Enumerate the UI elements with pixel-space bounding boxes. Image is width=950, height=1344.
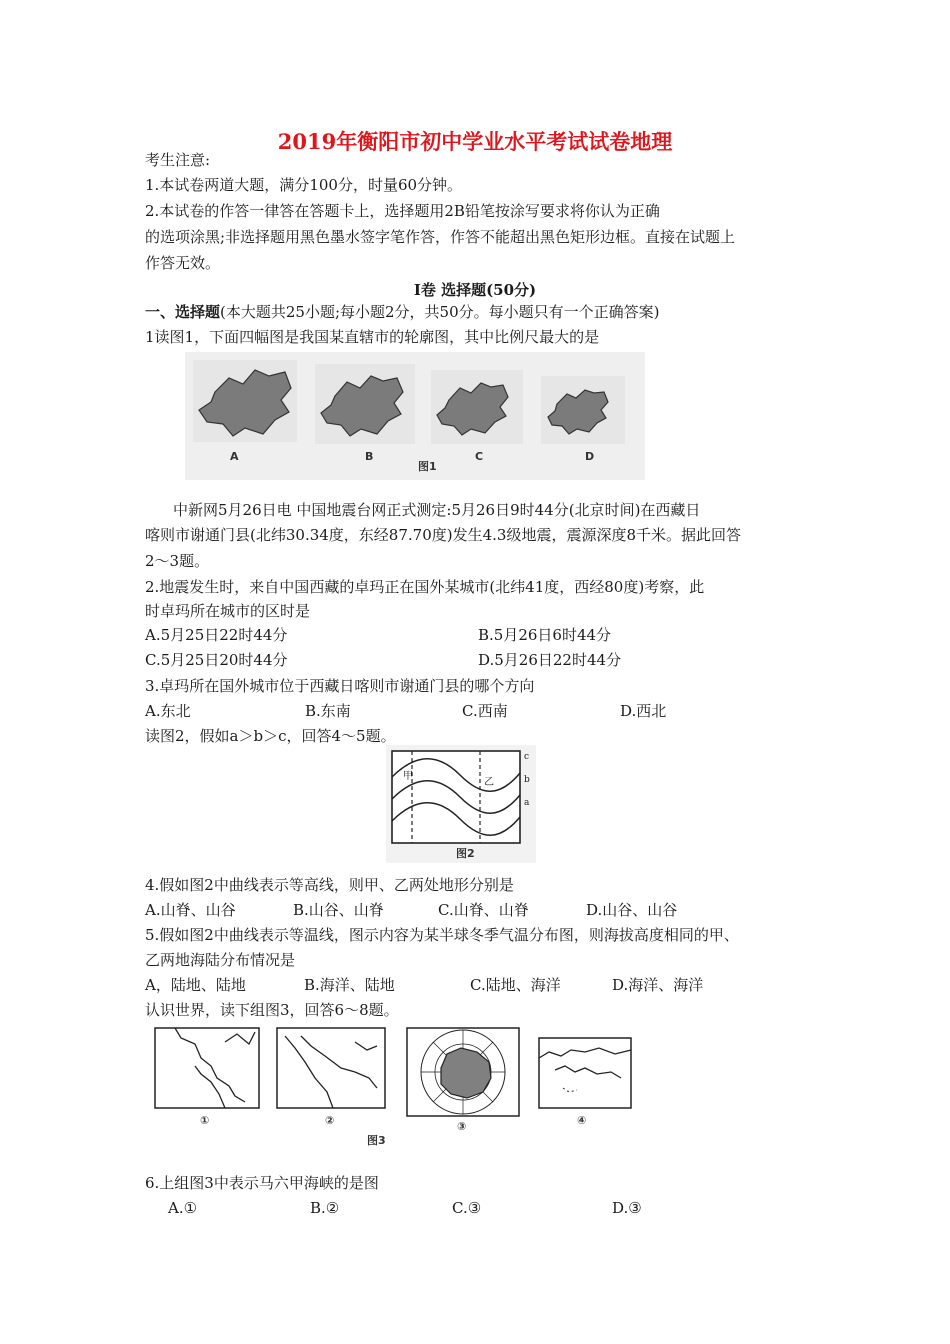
figure-3-label-2: ② bbox=[325, 1114, 335, 1127]
question-3-option-a: A.东北 bbox=[145, 702, 191, 720]
question-6-option-c: C.③ bbox=[452, 1199, 482, 1217]
figure-2 bbox=[386, 745, 536, 863]
figure-1-map-a bbox=[193, 360, 297, 442]
question-5-stem: 乙两地海陆分布情况是 bbox=[145, 951, 296, 969]
question-6-option-a: A.① bbox=[168, 1199, 198, 1217]
question-5-option-a: A，陆地、陆地 bbox=[145, 976, 246, 994]
figure-3-caption: 图3 bbox=[367, 1134, 386, 1147]
part-one-desc: (本大题共25小题;每小题2分，共50分。每小题只有一个正确答案) bbox=[220, 303, 660, 321]
figure-3-map-3 bbox=[407, 1028, 519, 1116]
question-5-option-b: B.海洋、陆地 bbox=[304, 976, 395, 994]
figure-2-label-jia: 甲 bbox=[403, 771, 413, 782]
news-paragraph-line: 喀则市谢通门县(北纬30.34度，东经87.70度)发生4.3级地震，震源深度8千米。据此回答 bbox=[145, 526, 741, 544]
figure-3-label-1: ① bbox=[200, 1114, 210, 1127]
news-paragraph-line: 2～3题。 bbox=[145, 552, 210, 570]
figure-1-map-d bbox=[541, 376, 625, 444]
notice-item: 1.本试卷两道大题，满分100分，时量60分钟。 bbox=[145, 176, 463, 194]
figure-1 bbox=[185, 352, 645, 480]
figure-3-map-4 bbox=[539, 1038, 631, 1108]
figure-3-intro: 认识世界，读下组图3，回答6～8题。 bbox=[145, 1001, 399, 1019]
question-3-option-b: B.东南 bbox=[305, 702, 351, 720]
news-paragraph-line: 中新网5月26日电 中国地震台网正式测定:5月26日9时44分(北京时间)在西藏日 bbox=[173, 501, 701, 519]
figure-2-curve-label: a bbox=[524, 798, 530, 808]
question-5-stem: 5.假如图2中曲线表示等温线，图示内容为某半球冬季气温分布图，则海拔高度相同的甲、 bbox=[145, 926, 739, 944]
notice-heading: 考生注意: bbox=[145, 151, 211, 169]
question-2-stem: 2.地震发生时，来自中国西藏的卓玛正在国外某城市(北纬41度，西经80度)考察，此 bbox=[145, 578, 705, 596]
question-3-stem: 3.卓玛所在国外城市位于西藏日喀则市谢通门县的哪个方向 bbox=[145, 677, 535, 695]
figure-1-map-b bbox=[315, 364, 415, 444]
notice-item: 2.本试卷的作答一律答在答题卡上，选择题用2B铅笔按涂写要求将你认为正确 bbox=[145, 202, 660, 220]
figure-3-label-3: ③ bbox=[457, 1120, 467, 1133]
question-2-option-d: D.5月26日22时44分 bbox=[478, 651, 622, 669]
figure-2-curve-label: c bbox=[524, 752, 530, 762]
question-4-option-d: D.山谷、山谷 bbox=[586, 901, 678, 919]
figure-2-caption: 图2 bbox=[456, 847, 475, 860]
part-one-heading bbox=[145, 302, 660, 322]
figure-3-map-2 bbox=[277, 1028, 385, 1108]
question-3-option-c: C.西南 bbox=[462, 702, 508, 720]
figure-2-curve-label: b bbox=[524, 775, 530, 785]
question-5-option-c: C.陆地、海洋 bbox=[470, 976, 561, 994]
question-4-option-a: A.山脊、山谷 bbox=[145, 901, 236, 919]
figure-3 bbox=[145, 1022, 635, 1150]
question-1-stem: 1读图1，下面四幅图是我国某直辖市的轮廓图，其中比例尺最大的是 bbox=[145, 328, 600, 346]
figure-1-label-c: C bbox=[475, 450, 484, 463]
question-3-option-d: D.西北 bbox=[620, 702, 667, 720]
question-4-option-c: C.山脊、山脊 bbox=[438, 901, 529, 919]
question-2-option-b: B.5月26日6时44分 bbox=[478, 626, 612, 644]
page-title: 2019年衡阳市初中学业水平考试试卷地理 bbox=[277, 129, 673, 154]
question-2-stem: 时卓玛所在城市的区时是 bbox=[145, 602, 311, 620]
question-2-option-a: A.5月25日22时44分 bbox=[145, 626, 288, 644]
question-6-option-d: D.③ bbox=[612, 1199, 642, 1217]
figure-1-caption: 图1 bbox=[418, 460, 437, 473]
section-title: I卷 选择题(50分) bbox=[413, 281, 537, 299]
question-4-stem: 4.假如图2中曲线表示等高线，则甲、乙两处地形分别是 bbox=[145, 876, 514, 894]
figure-3-map-1 bbox=[155, 1028, 259, 1108]
figure-3-label-4: ④ bbox=[577, 1114, 587, 1127]
question-4-option-b: B.山谷、山脊 bbox=[293, 901, 384, 919]
question-5-option-d: D.海洋、海洋 bbox=[612, 976, 704, 994]
question-6-stem: 6.上组图3中表示马六甲海峡的是图 bbox=[145, 1174, 379, 1192]
figure-2-label-yi: 乙 bbox=[484, 777, 494, 788]
figure-2-intro: 读图2，假如a＞b＞c，回答4～5题。 bbox=[145, 727, 396, 745]
figure-1-map-c bbox=[431, 370, 523, 444]
notice-item: 作答无效。 bbox=[145, 254, 221, 272]
figure-1-label-a: A bbox=[230, 450, 239, 463]
question-2-option-c: C.5月25日20时44分 bbox=[145, 651, 288, 669]
part-one-label: 一、选择题 bbox=[145, 303, 221, 321]
question-6-option-b: B.② bbox=[310, 1199, 340, 1217]
notice-item: 的选项涂黑;非选择题用黑色墨水签字笔作答，作答不能超出黑色矩形边框。直接在试题上 bbox=[145, 228, 736, 246]
figure-1-label-d: D bbox=[585, 450, 595, 463]
figure-1-label-b: B bbox=[365, 450, 374, 463]
